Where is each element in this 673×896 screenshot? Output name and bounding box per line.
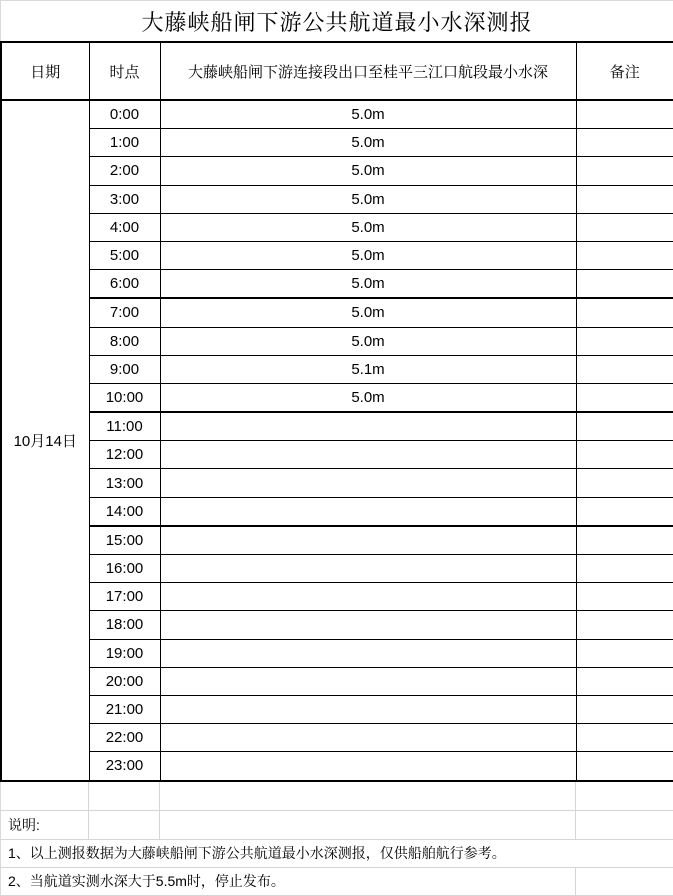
- remark-cell: [576, 695, 673, 723]
- time-cell: 1:00: [89, 129, 160, 157]
- table-row: [1, 157, 673, 185]
- table-row: [1, 100, 673, 129]
- depth-cell: 5.0m: [160, 241, 576, 269]
- empty-cell: [576, 782, 673, 810]
- remark-cell: [576, 724, 673, 752]
- header-date: 日期: [1, 42, 89, 100]
- table-row: [1, 611, 673, 639]
- table-row: [1, 526, 673, 555]
- notes-heading: 说明:: [1, 811, 89, 839]
- depth-cell: [160, 526, 576, 555]
- table-row: [1, 639, 673, 667]
- depth-cell: [160, 639, 576, 667]
- empty-cell: [160, 811, 576, 839]
- depth-cell: [160, 497, 576, 526]
- time-cell: 20:00: [89, 667, 160, 695]
- table-row: [1, 412, 673, 441]
- remark-cell: [576, 213, 673, 241]
- table-row: [1, 497, 673, 526]
- depth-cell: [160, 469, 576, 497]
- remark-cell: [576, 383, 673, 412]
- depth-cell: [160, 724, 576, 752]
- time-cell: 15:00: [89, 526, 160, 555]
- remark-cell: [576, 100, 673, 129]
- empty-cell: [1, 782, 89, 810]
- remark-cell: [576, 327, 673, 355]
- depth-cell: 5.0m: [160, 100, 576, 129]
- table-row: [1, 695, 673, 723]
- time-cell: 8:00: [89, 327, 160, 355]
- notes-heading-row: [1, 811, 673, 840]
- time-cell: 16:00: [89, 555, 160, 583]
- remark-cell: [576, 270, 673, 299]
- table-row: [1, 298, 673, 327]
- depth-cell: 5.0m: [160, 157, 576, 185]
- remark-cell: [576, 241, 673, 269]
- depth-cell: [160, 441, 576, 469]
- table-row: [1, 383, 673, 412]
- time-cell: 0:00: [89, 100, 160, 129]
- note-row: [1, 868, 673, 896]
- remark-cell: [576, 497, 673, 526]
- remark-cell: [576, 639, 673, 667]
- depth-cell: 5.0m: [160, 185, 576, 213]
- remark-cell: [576, 129, 673, 157]
- remark-cell: [576, 412, 673, 441]
- note-line-1: 1、以上测报数据为大藤峡船闸下游公共航道最小水深测报，仅供船舶航行参考。: [8, 845, 506, 861]
- depth-report-table: [0, 41, 673, 782]
- header-row: [1, 42, 673, 100]
- remark-cell: [576, 157, 673, 185]
- table-row: [1, 555, 673, 583]
- remark-cell: [576, 469, 673, 497]
- table-row: [1, 241, 673, 269]
- time-cell: 4:00: [89, 213, 160, 241]
- depth-cell: [160, 555, 576, 583]
- depth-cell: [160, 695, 576, 723]
- depth-cell: 5.0m: [160, 213, 576, 241]
- time-cell: 23:00: [89, 752, 160, 781]
- remark-cell: [576, 611, 673, 639]
- remark-cell: [576, 667, 673, 695]
- time-cell: 14:00: [89, 497, 160, 526]
- table-row: [1, 667, 673, 695]
- remark-cell: [576, 555, 673, 583]
- remark-cell: [576, 583, 673, 611]
- time-cell: 18:00: [89, 611, 160, 639]
- table-row: [1, 270, 673, 299]
- time-cell: 19:00: [89, 639, 160, 667]
- time-cell: 2:00: [89, 157, 160, 185]
- time-cell: 11:00: [89, 412, 160, 441]
- depth-cell: 5.1m: [160, 355, 576, 383]
- depth-cell: 5.0m: [160, 270, 576, 299]
- time-cell: 9:00: [89, 355, 160, 383]
- empty-grid-row: [1, 782, 673, 811]
- time-cell: 3:00: [89, 185, 160, 213]
- notes-section: [0, 782, 673, 896]
- depth-cell: 5.0m: [160, 129, 576, 157]
- empty-cell: [89, 782, 160, 810]
- remark-cell: [576, 355, 673, 383]
- table-row: [1, 185, 673, 213]
- remark-cell: [576, 752, 673, 781]
- depth-cell: 5.0m: [160, 327, 576, 355]
- time-cell: 10:00: [89, 383, 160, 412]
- table-row: [1, 583, 673, 611]
- depth-cell: [160, 752, 576, 781]
- time-cell: 13:00: [89, 469, 160, 497]
- remark-cell: [576, 526, 673, 555]
- time-cell: 21:00: [89, 695, 160, 723]
- table-row: [1, 469, 673, 497]
- table-row: [1, 752, 673, 781]
- time-cell: 12:00: [89, 441, 160, 469]
- time-cell: 17:00: [89, 583, 160, 611]
- table-row: [1, 327, 673, 355]
- table-row: [1, 724, 673, 752]
- empty-cell: [89, 811, 160, 839]
- time-cell: 5:00: [89, 241, 160, 269]
- header-time: 时点: [89, 42, 160, 100]
- note-line-2: 2、当航道实测水深大于5.5m时，停止发布。: [1, 868, 576, 895]
- empty-cell: [576, 811, 673, 839]
- empty-cell: [576, 868, 673, 895]
- table-row: [1, 213, 673, 241]
- depth-cell: [160, 583, 576, 611]
- depth-cell: [160, 667, 576, 695]
- date-cell: 10月14日: [1, 100, 89, 781]
- time-cell: 6:00: [89, 270, 160, 299]
- header-remark: 备注: [576, 42, 673, 100]
- page-title: 大藤峡船闸下游公共航道最小水深测报: [0, 0, 673, 41]
- table-row: [1, 355, 673, 383]
- depth-cell: 5.0m: [160, 383, 576, 412]
- time-cell: 7:00: [89, 298, 160, 327]
- time-cell: 22:00: [89, 724, 160, 752]
- depth-cell: [160, 611, 576, 639]
- note-row: [1, 840, 673, 868]
- empty-cell: [160, 782, 576, 810]
- header-depth: 大藤峡船闸下游连接段出口至桂平三江口航段最小水深: [160, 42, 576, 100]
- remark-cell: [576, 185, 673, 213]
- remark-cell: [576, 298, 673, 327]
- depth-cell: 5.0m: [160, 298, 576, 327]
- depth-cell: [160, 412, 576, 441]
- table-row: [1, 441, 673, 469]
- table-row: [1, 129, 673, 157]
- remark-cell: [576, 441, 673, 469]
